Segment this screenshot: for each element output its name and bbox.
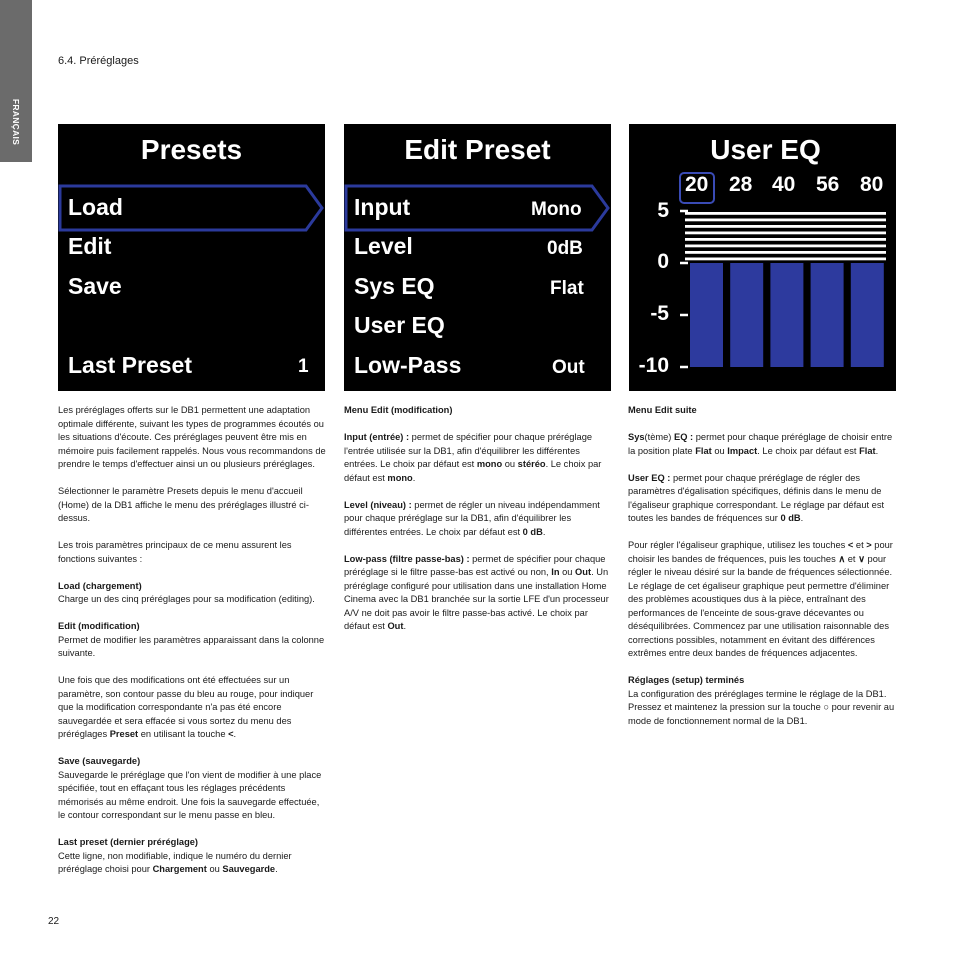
sys-eq-paragraph: Sys(tème) EQ : permet pour chaque préréglage de choisir entre la position plate Flat ou Impact. Le choix par défaut est Flat.: [628, 432, 893, 456]
text-column-3: [628, 404, 896, 728]
last-preset-value: 1: [298, 356, 309, 377]
eq-grid-line: [685, 245, 886, 248]
left-key-icon: <: [228, 729, 234, 739]
eq-axis-label-0: 0: [657, 250, 669, 273]
sys-eq-value: Flat: [550, 278, 584, 299]
menu-item-load[interactable]: Load: [68, 194, 123, 220]
eq-bar-plot: [629, 124, 896, 391]
eq-grid-line: [685, 219, 886, 222]
eq-bar[interactable]: [851, 263, 884, 367]
menu-item-input[interactable]: Input: [354, 194, 411, 220]
eq-frequency-40[interactable]: 40: [772, 173, 796, 196]
level-paragraph: Level (niveau) : permet de régler un niveau indépendamment pour chaque préréglage sur la DB1, afin d'équilibrer les différentes entrées. Le choix par défaut est 0 dB.: [344, 499, 600, 537]
eq-bar[interactable]: [770, 263, 803, 367]
last-preset-text: Cette ligne, non modifiable, indique le numéro du dernier préréglage choisi pour Chargement ou Sauvegarde.: [58, 850, 292, 874]
edit-text: Permet de modifier les paramètres apparaissant dans la colonne suivante.: [58, 634, 325, 658]
level-value: 0dB: [547, 238, 583, 259]
text-column-2: [344, 404, 612, 634]
input-paragraph: Input (entrée) : permet de spécifier pour chaque préréglage l'entrée utilisée sur la DB1, afin d'équilibrer les différentes entrées. Le choix par défaut est mono ou stéréo. Le choix par défaut est mono.: [344, 432, 602, 483]
eq-grid-line: [685, 258, 886, 261]
user-eq-screen: [629, 124, 896, 391]
menu-edit-heading: Menu Edit (modification): [344, 405, 453, 415]
eq-frequency-20[interactable]: 20: [685, 173, 709, 196]
user-eq-paragraph: User EQ : permet pour chaque préréglage de régler des paramètres d'égalisation spécifiques, définis dans le menu de l'égaliseur graphique correspondant. Le réglage par défaut est toutes les bandes de fréquences sur 0 dB.: [628, 472, 885, 523]
params-paragraph: Les trois paramètres principaux de ce menu assurent les fonctions suivantes :: [58, 540, 292, 564]
low-pass-paragraph: Low-pass (filtre passe-bas) : permet de spécifier pour chaque préréglage si le filtre passe-bas est activé ou non, In ou Out. Un préréglage configuré pour utilisation dans une installation Home Cinema avec la DB1 branchée sur la sortie LFE d'un processeur A/V ne doit pas avoir le filtre passe-bas activé. Le choix par défaut est Out.: [344, 553, 609, 631]
up-key-icon: ∧: [838, 553, 846, 564]
eq-grid-line: [685, 225, 886, 228]
eq-axis-label-minus-10: -10: [638, 354, 669, 377]
eq-axis-label-minus-5: -5: [650, 302, 669, 325]
eq-bar[interactable]: [730, 263, 763, 367]
presets-screen: [58, 124, 325, 391]
menu-item-save[interactable]: Save: [68, 273, 122, 299]
eq-frequency-56[interactable]: 56: [816, 173, 840, 196]
language-tab-label: FRANÇAIS: [11, 98, 21, 146]
save-text: Sauvegarde le préréglage que l'on vient de modifier à une place spécifiée, tout en effaçant tous les réglages précédents mémorisés au même endroit. Une fois la sauvegarde effectuée, le contour correspondant sur le menu passe en bleu.: [58, 769, 322, 820]
menu-item-last-preset: Last Preset: [68, 352, 193, 378]
menu-edit-suite-heading: Menu Edit suite: [628, 405, 697, 415]
eq-bar[interactable]: [690, 263, 723, 367]
setup-done-heading: Réglages (setup) terminés: [628, 675, 745, 685]
text-column-1: [58, 404, 326, 877]
left-key-icon: <: [847, 540, 854, 550]
eq-bar[interactable]: [811, 263, 844, 367]
menu-item-sys-eq[interactable]: Sys EQ: [354, 273, 435, 299]
eq-grid-line: [685, 251, 886, 254]
load-heading: Load (chargement): [58, 580, 142, 591]
menu-item-user-eq[interactable]: User EQ: [354, 312, 445, 338]
section-title: 6.4. Préréglages: [58, 55, 139, 67]
save-heading: Save (sauvegarde): [58, 756, 141, 766]
user-eq-screen-title: User EQ: [710, 134, 821, 165]
setup-done-text: La configuration des préréglages termine le réglage de la DB1. Pressez et maintenez la pression sur la touche ○ pour revenir au mode de fonctionnement normal de la DB1.: [628, 688, 895, 726]
menu-item-low-pass[interactable]: Low-Pass: [354, 352, 462, 378]
circle-key-icon: ○: [823, 702, 829, 712]
eq-grid-line: [685, 238, 886, 241]
page-number: 22: [48, 916, 60, 927]
edit-preset-screen: [344, 124, 611, 391]
right-key-icon: >: [866, 540, 872, 550]
presets-screen-title: Presets: [140, 134, 243, 165]
modification-paragraph: Une fois que des modifications ont été effectuées sur un paramètre, son contour passe du bleu au rouge, pour indiquer que la modification correspondante n'a pas été encore sauvegardée et sera effacée si vous sortez du menu des préréglages Preset en utilisant la touche <.: [58, 675, 314, 739]
eq-axis-label-5: 5: [657, 199, 669, 222]
menu-item-level[interactable]: Level: [354, 233, 413, 259]
eq-frequency-28[interactable]: 28: [729, 173, 753, 196]
input-value: Mono: [531, 199, 582, 220]
low-pass-value: Out: [552, 357, 585, 378]
load-text: Charge un des cinq préréglages pour sa modification (editing).: [58, 594, 315, 604]
adjust-paragraph: Pour régler l'égaliseur graphique, utilisez les touches < et > pour choisir les bandes de fréquences, puis les touches ∧ et ∨ pour régler le niveau désiré sur la bande de fréquences sélectionnée. Le réglage de cet égaliseur graphique peut permettre d'éliminer des problèmes acoustiques dus à la pièce, entraînant des performances de l'enceinte de sous-grave décevantes ou déséquilibrées. Commencez par une utilisation raisonnable des corrections possibles, notamment en évitant des différences extrêmes entre deux bandes de fréquences adjacentes.: [628, 540, 893, 658]
edit-heading: Edit (modification): [58, 621, 140, 631]
edit-preset-screen-title: Edit Preset: [404, 134, 551, 165]
down-key-icon: ∨: [858, 553, 865, 564]
eq-frequency-80[interactable]: 80: [860, 173, 884, 196]
eq-grid-line: [685, 232, 886, 235]
menu-item-edit[interactable]: Edit: [68, 233, 112, 259]
language-tab: [0, 0, 32, 162]
last-preset-heading: Last preset (dernier préréglage): [58, 837, 199, 847]
intro-paragraph: Les préréglages offerts sur le DB1 permettent une adaptation optimale différente, suivant les types de programmes écoutés ou les situations d'écoute. Ces préréglages peuvent être mis en mémoire puis facilement rappelés. Nous vous recommandons de prendre le temps d'effectuer ainsi un ou plusieurs préréglages.: [58, 405, 326, 469]
select-paragraph: Sélectionner le paramètre Presets depuis le menu d'accueil (Home) de la DB1 affiche le menu des préréglages illustré ci-dessus.: [58, 486, 309, 523]
eq-grid-line: [685, 212, 886, 215]
